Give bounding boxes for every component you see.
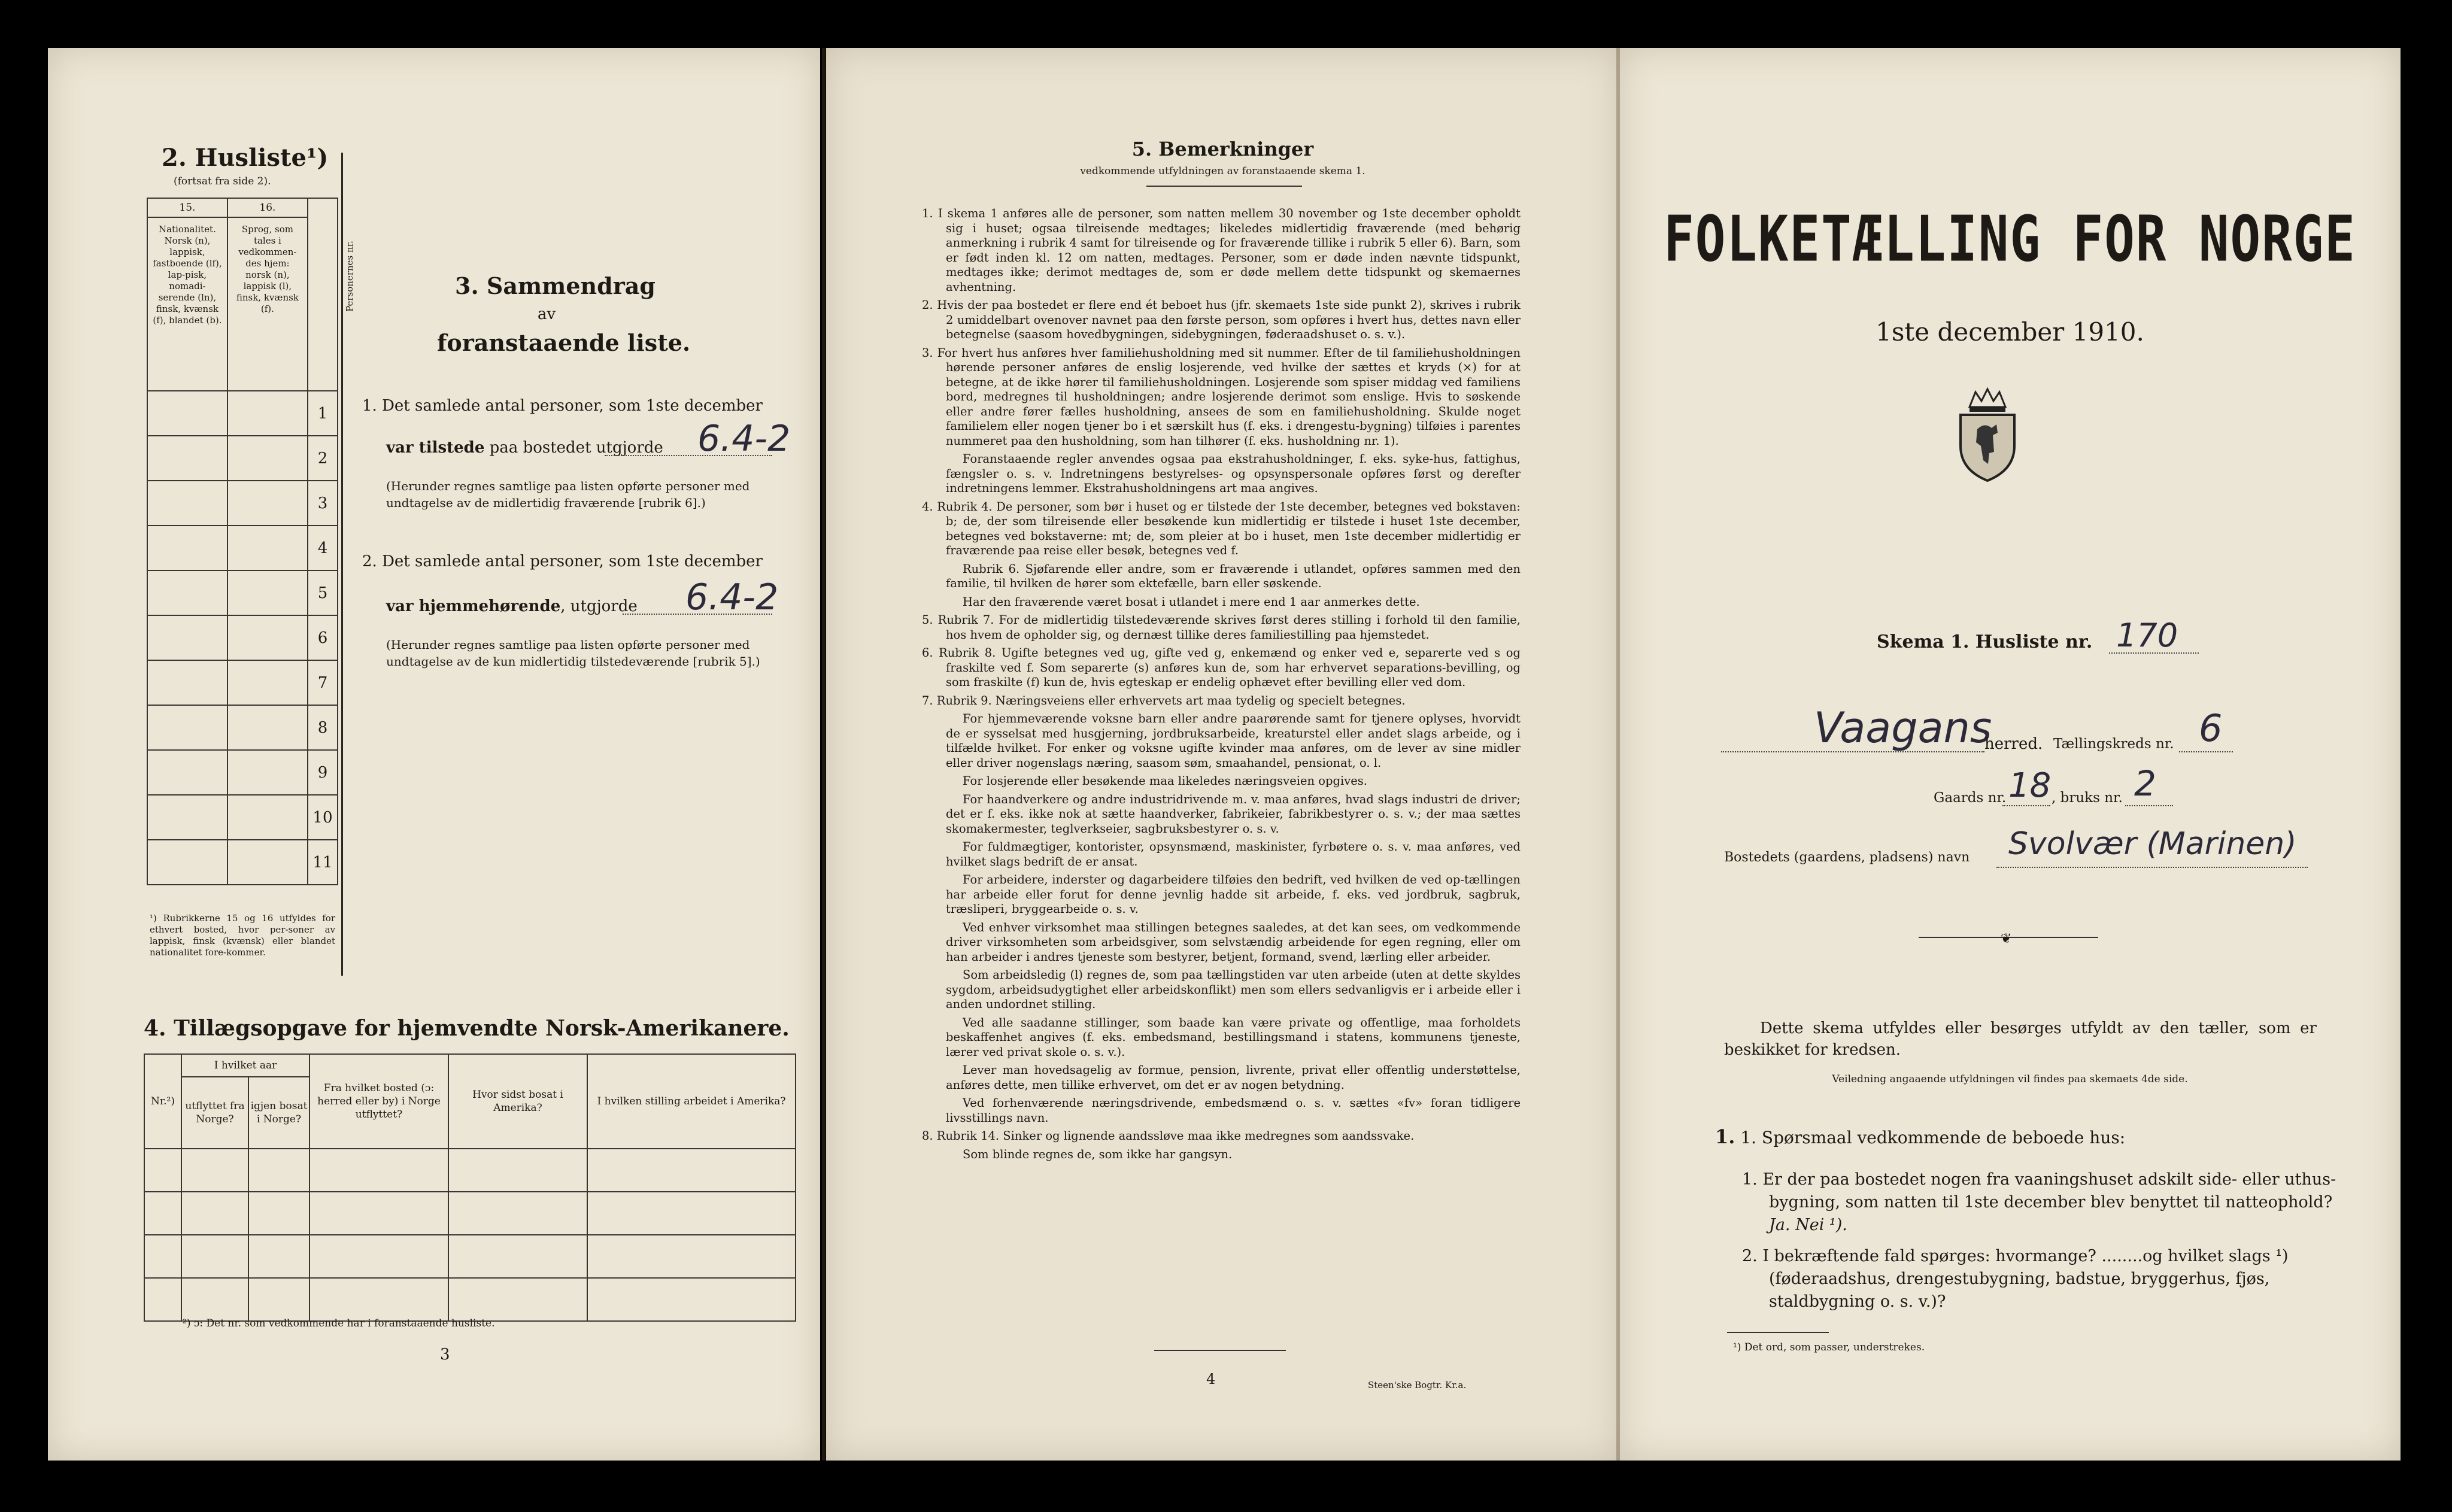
herred-value[interactable]: Vaagans [1814, 703, 1992, 752]
row-number: 10 [308, 795, 338, 840]
end-rule [1154, 1350, 1286, 1351]
row-number: 4 [308, 526, 338, 570]
remark-7c: For haandverkere og andre industridrivende m. v. maa anføres, hvad slags industri de driver; det er f. eks. ikke nok at sætte haandverker, fabrikeier, fabrikbestyrer o. s. v.; der maa sættes skomakermester, teglverkseier, sagbruksbestyrer o. s. v. [946, 792, 1521, 836]
row-number: 1 [308, 391, 338, 436]
kreds-line [2179, 751, 2233, 752]
table-row [147, 705, 338, 750]
bostedet-label: paa bostedet utgjorde [484, 439, 663, 457]
table-row [147, 840, 338, 885]
t-from-header: Fra hvilket bosted (ɔ: herred eller by) i Norge utflyttet? [309, 1054, 448, 1149]
t-returned-header: igjen bosat i Norge? [248, 1077, 309, 1149]
footnote-rule [1727, 1332, 1829, 1333]
footnote-understrekes: ¹) Det ord, som passer, understrekes. [1733, 1341, 1925, 1353]
husliste-nr-value[interactable]: 170 [2116, 617, 2178, 654]
row-number: 2 [308, 436, 338, 481]
remark-3: 3. For hvert hus anføres hver familiehusholdning med sit nummer. Efter de til familiehusholdningen hørende personer anføres de enslig losjerende, ved hvilke der sættes et kryds (×) for at betegne, at de ikke hører til familiehusholdningen. Losjerende som spiser middag ved familiens bord, medregnes til husholdningen; andre losjerende derimot som enslige. Hvis to søskende eller andre fører fælles husholdning, ansees de som en familiehusholdning. Skulde noget familielem eller nogen tjener bo i et særskilt hus (f. eks. i drengestu-bygning) tilføies i parentes nummeret paa den husholdning, som han tilhører (f. eks. husholdning nr. 1). [922, 345, 1521, 448]
page-1-cover [1619, 48, 2401, 1461]
var-tilstede-label: var tilstede [386, 439, 485, 457]
table-row [147, 795, 338, 840]
census-date: 1ste december 1910. [1876, 317, 2144, 347]
remark-7i: Lever man hovedsagelig av formue, pension, livrente, privat eller offentlig understøttelse, anføres dette, men tillike erhvervet, om det er av nogen betydning. [946, 1063, 1521, 1092]
ornament-icon: ❦ [2001, 931, 2012, 946]
remark-7: 7. Rubrik 9. Næringsveiens eller erhvervets art maa tydelig og specielt betegnes. [922, 693, 1406, 708]
row-number: 5 [308, 570, 338, 615]
intro-text: Dette skema utfyldes eller besørges utfyldt av den tæller, som er beskikket for kredsen. [1724, 1019, 2317, 1059]
table-row [147, 436, 338, 481]
t-where-header: Hvor sidst bosat i Amerika? [448, 1054, 587, 1149]
kreds-label: Tællingskreds nr. [2053, 736, 2174, 752]
summary-item-2-line2 [386, 596, 638, 618]
question-1-1-answer[interactable]: Ja. Nei ¹). [1769, 1216, 1847, 1234]
table-row [147, 526, 338, 570]
gaards-label: Gaards nr. [1934, 790, 2007, 806]
remarks-title: 5. Bemerkninger [1131, 138, 1314, 160]
t-nr-header: Nr.²) [144, 1054, 181, 1149]
summary-item-1-line1: 1. Det samlede antal personer, som 1ste december [362, 397, 763, 415]
footnote-rubrik-15-16: ¹) Rubrikkerne 15 og 16 utfyldes for ethvert bosted, hvor per-soner av lappisk, finsk (kvænsk) eller blandet nationalitet fore-kommer. [150, 913, 335, 958]
t-emigrated-header: utflyttet fra Norge? [181, 1077, 248, 1149]
remark-7b: For losjerende eller besøkende maa likeledes næringsveien opgives. [963, 774, 1367, 788]
coat-of-arms-icon [1955, 386, 2020, 482]
bruks-label: , bruks nr. [2052, 790, 2123, 806]
table-row [147, 750, 338, 795]
husliste-title: 2. Husliste¹) [162, 144, 329, 172]
summary-av: av [538, 305, 556, 323]
personnr-header: Personernes nr. [344, 241, 355, 312]
bosted-line [1996, 867, 2308, 868]
skema-label: Skema 1. Husliste nr. [1877, 631, 2093, 652]
remark-6: 6. Rubrik 8. Ugifte betegnes ved ug, gifte ved g, enkemænd og enker ved e, separerte ved s og fraskilte ved f. Som separerte (s) anføres kun de, som har erhvervet separations-bevilling, og som fraskilte (f) kun de, hvis egteskap er endelig ophævet efter bevilling eller ved dom. [922, 646, 1521, 689]
kreds-value[interactable]: 6 [2199, 706, 2223, 750]
bosted-label: Bostedets (gaardens, pladsens) navn [1724, 850, 1970, 865]
remark-4: 4. Rubrik 4. De personer, som bør i huset og er tilstede der 1ste december, betegnes ved bokstaven: b; de, der som tilreisende eller besøkende kun midlertidig er tilstede i huset 1ste december, betegnes ved bokstaverne: mt; de, som pleier at bo i huset, men 1ste december midlertidig er fraværende paa reise eller besøk, betegnes ved f. [922, 499, 1521, 557]
remark-4b: Rubrik 6. Sjøfarende eller andre, som er fraværende i utlandet, opføres sammen med den familie, til hvilken de hører som ektefælle, barn eller søskende. [946, 561, 1521, 590]
tillaeg-table [144, 1053, 796, 1322]
t-position-header: I hvilken stilling arbeidet i Amerika? [587, 1054, 796, 1149]
herred-label: herred. [1984, 735, 2043, 753]
row-number: 3 [308, 481, 338, 526]
printer-mark: Steen'ske Bogtr. Kr.a. [1368, 1380, 1467, 1390]
question-1-title-text: 1. Spørsmaal vedkommende de beboede hus: [1740, 1128, 2126, 1147]
page-3-left [48, 48, 820, 1461]
row-number: 6 [308, 615, 338, 660]
title-rule [1146, 186, 1302, 187]
table-row [147, 570, 338, 615]
row-number: 9 [308, 750, 338, 795]
page-4-middle [826, 48, 1619, 1461]
tillaeg-title: 4. Tillægsopgave for hjemvendte Norsk-Amerikanere. [144, 1016, 790, 1041]
remark-7d: For fuldmægtiger, kontorister, opsynsmænd, maskinister, fyrbøtere o. s. v. maa anføres, ved hvilket slags bedrift de er ansat. [946, 840, 1521, 869]
remark-5: 5. Rubrik 7. For de midlertidig tilstedeværende skrives først deres stilling i forhold til den familie, hos hvem de opholder sig, og dernæst tillike deres familiestilling paa hjemstedet. [922, 613, 1521, 642]
var-hjemmehorende-label: var hjemmehørende [386, 597, 561, 615]
remark-7h: Ved alle saadanne stillinger, som baade kan være private og offentlige, maa forholdets beskaffenhet angives (f. eks. embedsmand, bestillingsmand i statens, kommunens tjeneste, lærer ved privat skole o. s. v.). [946, 1015, 1521, 1059]
table-row [147, 481, 338, 526]
fold-line [1616, 48, 1620, 1461]
page-number-3: 3 [440, 1346, 450, 1364]
summary-subtitle: foranstaaende liste. [437, 329, 691, 356]
fold-line [822, 48, 826, 1461]
row-number: 11 [308, 840, 338, 885]
s1-handwritten-value: 6.4-2 [697, 418, 791, 460]
col15-number: 15. [147, 198, 227, 217]
table-row [147, 660, 338, 705]
summary-title: 3. Sammendrag [455, 272, 656, 299]
remark-7g: Som arbeidsledig (l) regnes de, som paa tællingstiden var uten arbeide (uten at dette skyldes sygdom, arbeidsudygtighet eller arbeidskonflikt) men som ellers sedvanligvis er i arbeide eller i anden undordnet stilling. [946, 968, 1521, 1011]
bosted-value[interactable]: Svolvær (Marinen) [2008, 826, 2297, 862]
remark-3b: Foranstaaende regler anvendes ogsaa paa ekstrahusholdninger, f. eks. syke-hus, fattighus, fængsler o. s. v. Indretningens bestyrelses- og opsynspersonale opføres først og derefter indretningens lemmer. Ekstrahusholdningens art maa angives. [946, 452, 1521, 495]
table-row [147, 391, 338, 436]
remark-7f: Ved enhver virksomhet maa stillingen betegnes saaledes, at det kan sees, om vedkommende driver virksomheten som arbeidsgiver, som selvstændig arbeidende for egen regning, eller om han arbeider i andres tjeneste som bestyrer, betjent, formand, svend, lærling eller arbeider. [946, 920, 1521, 964]
census-title: FOLKETÆLLING FOR NORGE [1664, 202, 2356, 276]
gaards-value[interactable]: 18 [2008, 766, 2052, 805]
col16-number: 16. [227, 198, 308, 217]
language-header: Sprog, som tales i vedkommen-des hjem: norsk (n), lappisk (l), finsk, kvænsk (f). [227, 217, 308, 391]
bruks-value[interactable]: 2 [2134, 763, 2156, 804]
gaards-line [2002, 805, 2050, 806]
bruks-line [2125, 805, 2173, 806]
question-1-1 [1742, 1168, 2344, 1237]
row-number: 7 [308, 660, 338, 705]
remark-8b: Som blinde regnes de, som ikke har gangsyn. [963, 1147, 1233, 1161]
table-row [144, 1235, 796, 1278]
row-number: 8 [308, 705, 338, 750]
remarks-body [922, 207, 1521, 1165]
summary-item-1-note: (Herunder regnes samtlige paa listen opførte personer med undtagelse av de midlertidig fraværende [rubrik 6].) [386, 479, 750, 510]
footnote-nr: ²) ɔ: Det nr. som vedkommende har i foranstaaende husliste. [183, 1317, 495, 1329]
nationality-header: Nationalitet. Norsk (n), lappisk, fastboende (lf), lap-pisk, nomadi-serende (ln), finsk, kvænsk (f), blandet (b). [147, 217, 227, 391]
summary-item-2-line1: 2. Det samlede antal personer, som 1ste december [362, 552, 763, 570]
table-row [147, 615, 338, 660]
page-number-4: 4 [1206, 1371, 1216, 1387]
intro-guidance: Veiledning angaaende utfyldningen vil findes paa skemaets 4de side. [1832, 1073, 2188, 1085]
remark-7j: Ved forhenværende næringsdrivende, embedsmænd o. s. v. sættes «fv» foran tidligere livsstillings navn. [946, 1096, 1521, 1125]
husliste-table [147, 198, 355, 885]
question-1-title: 1. 1. Spørsmaal vedkommende de beboede hus: [1715, 1125, 2126, 1148]
remarks-subtitle: vedkommende utfyldningen av foranstaaende skema 1. [1080, 165, 1365, 177]
utgjorde-label: , utgjorde [560, 597, 638, 615]
summary-item-2-note: (Herunder regnes samtlige paa listen opførte personer med undtagelse av de kun midlertidig tilstedeværende [rubrik 5].) [386, 637, 760, 669]
remark-7a: For hjemmeværende voksne barn eller andre paarørende samt for tjenere oplyses, hvorvidt de er sysselsat med husgjerning, jordbruksarbeide, kreaturstel eller andet slags arbeide, og i tilfælde hvilket. For enker og voksne ugifte kvinder maa anføres, om de lever av sine midler eller driver nogenslags næring, saasom søm, smaahandel, pensionat, o. l. [946, 712, 1521, 770]
remark-8: 8. Rubrik 14. Sinker og lignende aandssløve maa ikke medregnes som aandssvake. [922, 1129, 1415, 1143]
remark-1: 1. I skema 1 anføres alle de personer, som natten mellem 30 november og 1ste december opholdt sig i huset; ogsaa tilreisende medtages; likeledes midlertidig fraværende (med behørig anmerkning i rubrik 4 samt for tilreisende og for fraværende tillike i rubrik 5 eller 6). Barn, som er født inden kl. 12 om natten, medtages. Personer, som er døde inden nævnte tidspunkt, medtages ikke; derimot medtages de, som er døde mellem dette tidspunkt og skemaernes avhentning. [922, 207, 1521, 294]
table-row [144, 1278, 796, 1321]
husliste-subtitle: (fortsat fra side 2). [174, 175, 271, 187]
s2-handwritten-value: 6.4-2 [685, 576, 779, 618]
t-year-header: I hvilket aar [181, 1054, 309, 1077]
question-1-1-text: 1. Er der paa bostedet nogen fra vaaningshuset adskilt side- eller uthus-bygning, som natten til 1ste december blev benyttet til natteophold? [1742, 1170, 2336, 1212]
remark-4c: Har den fraværende været bosat i utlandet i mere end 1 aar anmerkes dette. [963, 594, 1420, 609]
remark-7e: For arbeidere, inderster og dagarbeidere tilføies den bedrift, ved hvilken de ved op-tællingen har arbeide eller forut for denne jevnlig hadde sit arbeide, f. eks. ved jordbruk, sagbruk, træsliperi, bryggearbeide o. s. v. [946, 873, 1521, 916]
table-row [144, 1149, 796, 1192]
divider-rule [341, 153, 343, 976]
table-row [144, 1192, 796, 1235]
remark-2: 2. Hvis der paa bostedet er flere end ét beboet hus (jfr. skemaets 1ste side punkt 2), skrives i rubrik 2 umiddelbart ovenover navnet paa den første person, som opføres i hvert hus, dettes navn eller betegnelse (saasom hovedbygningen, sidebygningen, føderaadshuset o. s. v.). [922, 298, 1521, 341]
question-1-2: 2. I bekræftende fald spørges: hvormange? ........og hvilket slags ¹) (føderaadshus, drengestubygning, badstue, bryggerhus, fjøs, staldbygning o. s. v.)? [1742, 1247, 2289, 1311]
